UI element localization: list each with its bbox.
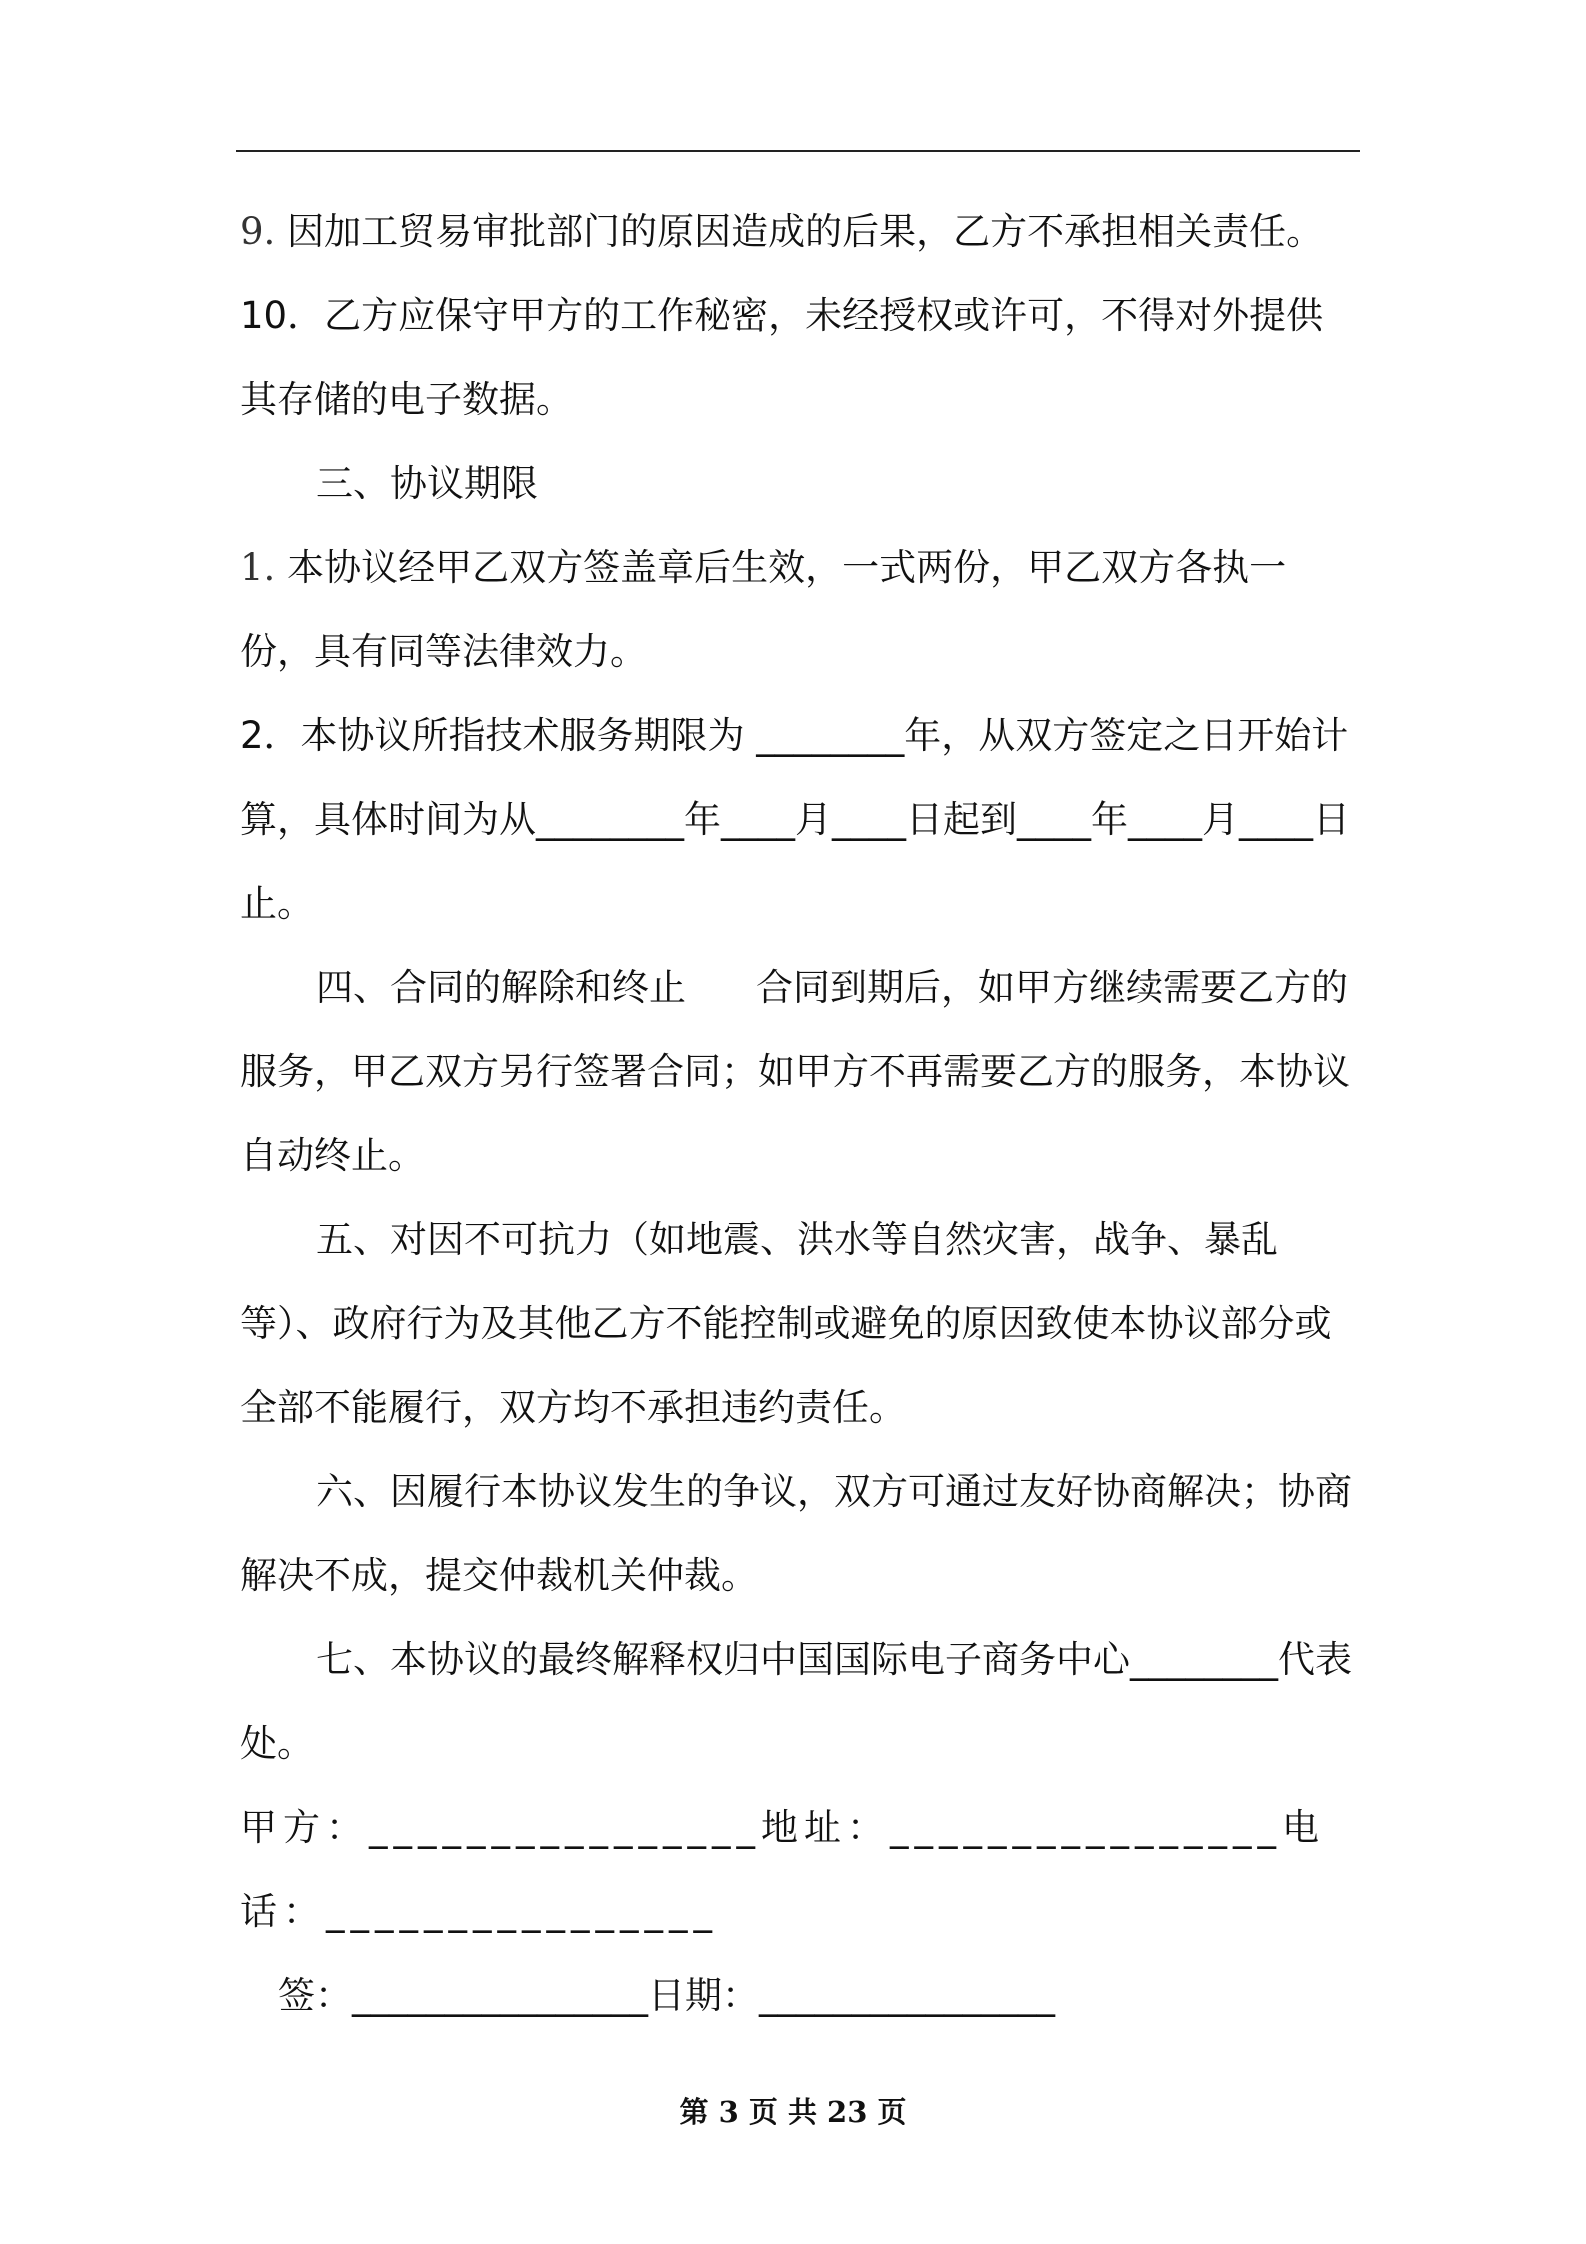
section-3-para-1-text: 本协议经甲乙双方签盖章后生效，一式两份，甲乙双方各执一份，具有同等法律效力。 <box>240 546 1287 673</box>
header-rule <box>236 150 1360 152</box>
item-9-number: 9. <box>240 210 276 253</box>
section-6: 六、因履行本协议发生的争议，双方可通过友好协商解决；协商解决不成，提交仲裁机关仲裁。 <box>240 1470 1352 1597</box>
section-5: 五、对因不可抗力（如地震、洪水等自然灾害，战争、暴乱等）、政府行为及其他乙方不能控制或避免的原因致使本协议部分或全部不能履行，双方均不承担违约责任。 <box>240 1218 1332 1429</box>
section-4-heading: 四、合同的解除和终止 <box>316 966 686 1009</box>
document-body <box>240 190 1360 2038</box>
section-3-heading: 三、协议期限 <box>316 462 538 505</box>
party-info-line: 甲方：________________地址：________________电话：________________ <box>240 1806 1325 1933</box>
section-3-para-1 <box>240 526 1360 694</box>
signature-date-line: 签：________________日期：________________ <box>278 1974 1055 2017</box>
page-footer: 第 3 页 共 23 页 <box>679 2095 907 2129</box>
section-7: 七、本协议的最终解释权归中国国际电子商务中心________代表处。 <box>240 1638 1352 1765</box>
section-4-text: 合同到期后，如甲方继续需要乙方的服务，甲乙双方另行签署合同；如甲方不再需要乙方的服务，本协议自动终止。 <box>240 966 1350 1177</box>
item-9-text: 因加工贸易审批部门的原因造成的后果，乙方不承担相关责任。 <box>287 210 1324 253</box>
section-3-para-1-number: 1. <box>240 546 276 589</box>
section-3-para-2: 2．本协议所指技术服务期限为 ________年，从双方签定之日开始计算，具体时间为从________年____月____日起到____年____月____日止。 <box>240 714 1350 925</box>
section-4 <box>240 946 1360 1198</box>
item-9 <box>240 190 1360 274</box>
item-10: 10．乙方应保守甲方的工作秘密，未经授权或许可，不得对外提供其存储的电子数据。 <box>240 294 1324 421</box>
